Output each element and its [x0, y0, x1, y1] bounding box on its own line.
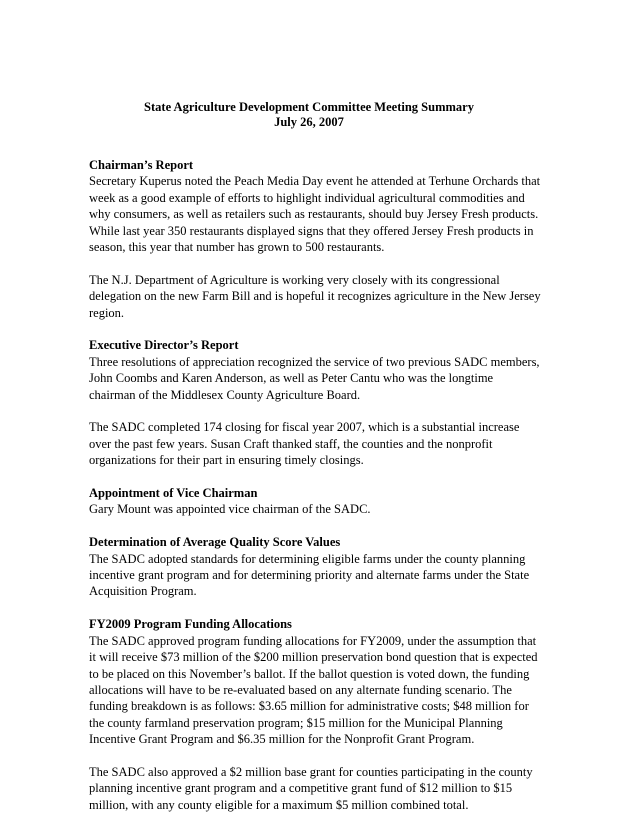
section-heading: Determination of Average Quality Score Values	[89, 535, 341, 550]
document-date: July 26, 2007	[274, 115, 344, 129]
paragraph: The N.J. Department of Agriculture is working very closely with its congressional delegation on the new Farm Bill and is hopeful it recognizes agriculture in the New Jersey region.	[89, 272, 541, 320]
section-heading: Appointment of Vice Chairman	[89, 486, 258, 501]
section-heading: FY2009 Program Funding Allocations	[89, 617, 292, 632]
paragraph: The SADC adopted standards for determining eligible farms under the county planning incentive grant program and for determining priority and alternate farms under the State Acquisition Program.	[89, 551, 530, 599]
paragraph: Gary Mount was appointed vice chairman of the SADC.	[89, 502, 371, 517]
paragraph: The SADC also approved a $2 million base grant for counties participating in the county planning incentive grant program and a competitive grant fund of $12 million to $15 million, with any county eligible for a maximum $5 million combined total.	[89, 764, 533, 812]
document-header	[0, 100, 618, 130]
section-average-quality-score-values	[89, 534, 541, 600]
section-chairmans-report	[89, 157, 541, 321]
paragraph: Three resolutions of appreciation recognized the service of two previous SADC members, John Coombs and Karen Anderson, as well as Peter Cantu who was the longtime chairman of the Middlesex County Agriculture Board.	[89, 354, 540, 402]
section-heading: Executive Director’s Report	[89, 338, 239, 353]
section-appointment-of-vice-chairman	[89, 485, 541, 518]
section-fy2009-program-funding-allocations	[89, 616, 541, 813]
section-heading: Chairman’s Report	[89, 158, 194, 172]
document-body	[89, 157, 541, 830]
document-title: State Agriculture Development Committee Meeting Summary	[144, 100, 474, 114]
section-executive-directors-report	[89, 337, 541, 468]
paragraph: The SADC completed 174 closing for fiscal year 2007, which is a substantial increase over the past few years. Susan Craft thanked staff, the counties and the nonprofit organizations for their part in ensuring timely closings.	[89, 420, 520, 468]
paragraph: The SADC approved program funding allocations for FY2009, under the assumption that it will receive $73 million of the $200 million preservation bond question that is expected to be placed on this November’s ballot. If the ballot question is voted down, the funding allocations will have to be re-evaluated based on any alternate funding scenario. The funding breakdown is as follows: $3.65 million for administrative costs; $48 million for the county farmland preservation program; $15 million for the Municipal Planning Incentive Grant Program and $6.35 million for the Nonprofit Grant Program.	[89, 633, 538, 747]
paragraph: Secretary Kuperus noted the Peach Media Day event he attended at Terhune Orchards that week as a good example of efforts to highlight individual agricultural commodities and why consumers, as well as retailers such as restaurants, should buy Jersey Fresh products. While last year 350 restaurants displayed signs that they offered Jersey Fresh products in season, this year that number has grown to 500 restaurants.	[89, 174, 541, 255]
